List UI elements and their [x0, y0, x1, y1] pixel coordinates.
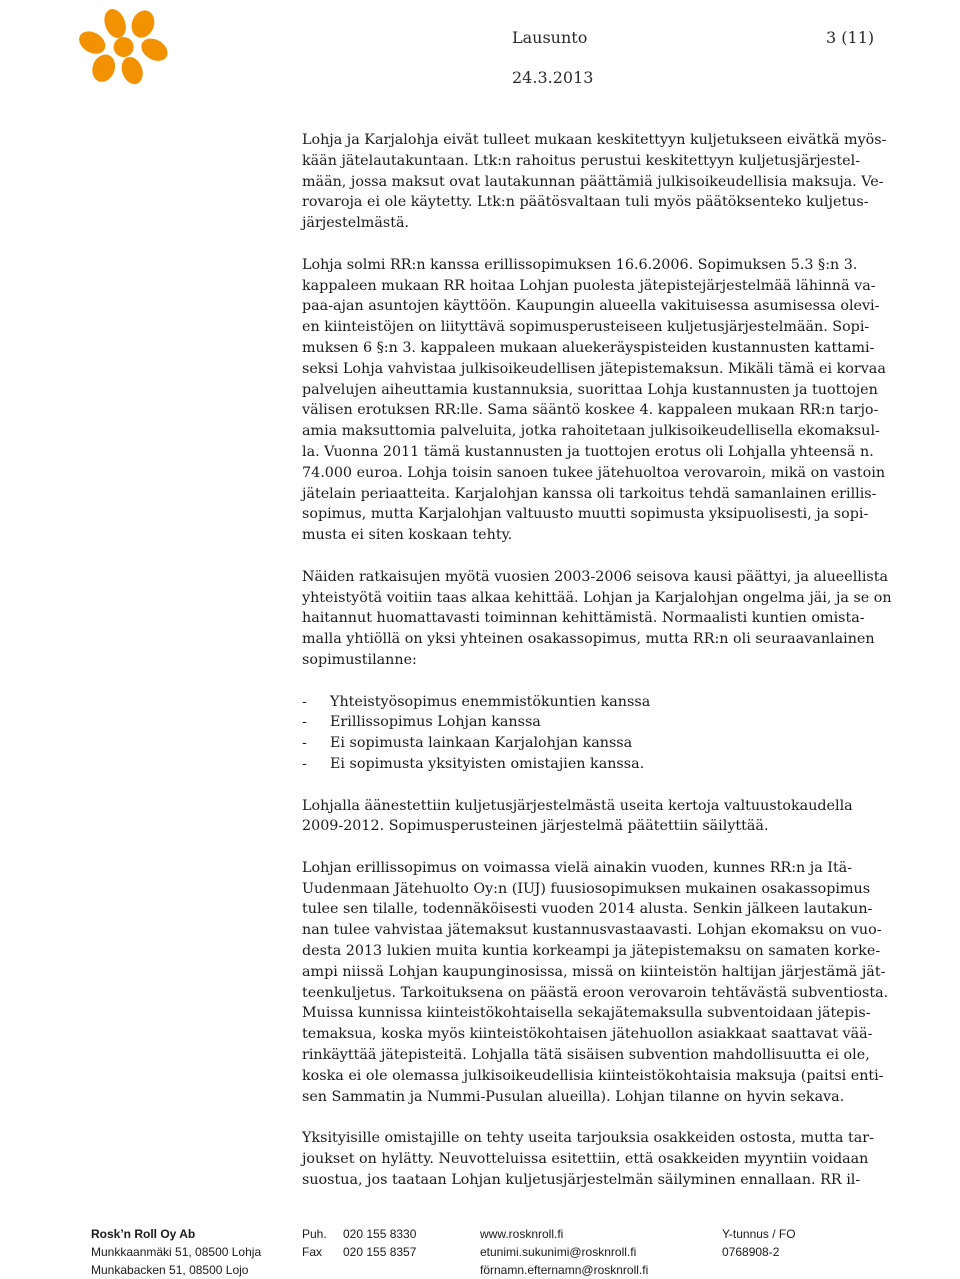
- fax-label: Fax: [302, 1245, 323, 1259]
- website-link[interactable]: www.rosknroll.fi: [480, 1227, 564, 1241]
- vat-label: Y-tunnus / FO: [722, 1227, 796, 1241]
- text-line: rinkäyttää jätepisteitä. Lohjalla tätä sisäisen subvention mahdollisuutta ei ole,: [302, 1047, 870, 1064]
- text-line: la. Vuonna 2011 tämä kustannusten ja tuottojen erotus oli Lohjalla yhteensä n.: [302, 443, 874, 460]
- email-link-fi[interactable]: etunimi.sukunimi@rosknroll.fi: [480, 1245, 637, 1259]
- text-line: jätelain periaatteita. Karjalohjan kanssa oli tarkoitus tehdä samanlainen erillis-: [302, 485, 877, 502]
- company-address-sv: Munkabacken 51, 08500 Lojo: [91, 1263, 249, 1277]
- text-line: sen Sammatin ja Nummi-Pusulan alueilla). Lohjan tilanne on hyvin sekava.: [302, 1088, 845, 1105]
- text-line: koska ei ole olemassa julkisoikeudellisia kiinteistökohtaisia maksuja (paitsi enti-: [302, 1067, 884, 1084]
- footer-vat: [722, 1225, 796, 1261]
- text-line: haitannut huomattavasti toiminnan kehittämistä. Normaalisti kuntien omista-: [302, 610, 865, 627]
- text-line: sopimus, mutta Karjalohjan valtuusto muutti sopimusta yksipuolisesti, ja sopi-: [302, 506, 869, 523]
- text-line: suostua, jos taataan Lohjan kuljetusjärjestelmän säilyminen ennallaan. RR il-: [302, 1171, 861, 1188]
- text-line: Lohja ja Karjalohja eivät tulleet mukaan keskitettyyn kuljetukseen eivätkä myös-: [302, 132, 887, 148]
- text-line: sopimustilanne:: [302, 651, 417, 668]
- vat-number: 0768908-2: [722, 1245, 780, 1259]
- page-number: 3 (11): [826, 28, 875, 47]
- body-paragraph: [302, 796, 912, 838]
- phone-number: 020 155 8330: [343, 1227, 417, 1241]
- body-paragraph: [302, 255, 912, 546]
- text-line: Lohjalla äänestettiin kuljetusjärjestelmästä useita kertoja valtuustokaudella: [302, 797, 853, 814]
- text-line: paa-ajan asuntojen käyttöön. Kaupungin alueella vakituisessa asumisessa olevi-: [302, 298, 880, 315]
- text-line: amia maksuttomia palveluita, jotka rahoitetaan julkisoikeudellisella ekomaksul-: [302, 423, 880, 440]
- text-line: kappaleen mukaan RR hoitaa Lohjan puolesta jätepistejärjestelmää lähinnä va-: [302, 277, 876, 294]
- document-body: [302, 130, 912, 1211]
- email-link-sv[interactable]: förnamn.efternamn@rosknroll.fi: [480, 1263, 649, 1277]
- text-line: malla yhtiöllä on yksi yhteinen osakassopimus, mutta RR:n oli seuraavanlainen: [302, 631, 875, 648]
- text-line: muksen 6 §:n 3. kappaleen mukaan aluekeräyspisteiden kustannusten kattami-: [302, 339, 875, 356]
- agreement-list: [302, 692, 912, 775]
- fax-number: 020 155 8357: [343, 1245, 417, 1259]
- list-item-text: Erillissopimus Lohjan kanssa: [330, 714, 541, 731]
- body-paragraph: [302, 1128, 912, 1190]
- text-line: tulee sen tilalle, todennäköisesti vuoden 2014 alusta. Senkin jälkeen lautakun-: [302, 901, 873, 918]
- text-line: desta 2013 lukien muita kuntia korkeampi ja jätepistemaksu on samaten korke-: [302, 943, 881, 960]
- company-address-fi: Munkkaanmäki 51, 08500 Lohja: [91, 1245, 262, 1259]
- text-line: seksi Lohja vahvistaa julkisoikeudellisen jätepistemaksun. Mikäli tämä ei korvaa: [302, 360, 886, 377]
- company-name: Rosk’n Roll Oy Ab: [91, 1227, 196, 1241]
- footer-phone-labels: [302, 1225, 327, 1261]
- phone-label: Puh.: [302, 1227, 327, 1241]
- text-line: Lohjan erillissopimus on voimassa vielä ainakin vuoden, kunnes RR:n ja Itä-: [302, 859, 853, 876]
- text-line: temaksua, koska myös kiinteistökohtaisen jätehuollon asiakkaat saattavat vää-: [302, 1026, 873, 1043]
- text-line: järjestelmästä.: [302, 215, 410, 232]
- text-line: rovaroja ei ole käytetty. Ltk:n päätösvaltaan tuli myös päätöksenteko kuljetus-: [302, 194, 869, 211]
- body-paragraph: [302, 130, 912, 234]
- text-line: Uudenmaan Jätehuolto Oy:n (IUJ) fuusiosopimuksen mukainen osakassopimus: [302, 880, 871, 897]
- company-logo: [78, 8, 170, 86]
- list-item-text: Ei sopimusta yksityisten omistajien kanssa.: [330, 755, 645, 772]
- text-line: palvelujen aiheuttamia kustannuksia, suorittaa Lohja kustannusten ja tuottojen: [302, 381, 878, 398]
- list-item: - Yhteistyösopimus enemmistökuntien kanssa: [302, 692, 912, 713]
- text-line: joukset on hylätty. Neuvotteluissa esitettiin, että osakkeiden myyntiin voidaan: [302, 1151, 869, 1168]
- list-item-text: Yhteistyösopimus enemmistökuntien kanssa: [330, 693, 651, 710]
- text-line: 2009-2012. Sopimusperusteinen järjestelmä päätettiin säilyttää.: [302, 818, 769, 835]
- body-paragraph: [302, 567, 912, 671]
- document-date: 24.3.2013: [512, 68, 594, 87]
- text-line: Muissa kunnissa kiinteistökohtaisella sekajätemaksulla subventoidaan jätepis-: [302, 1005, 871, 1022]
- text-line: 74.000 euroa. Lohja toisin sanoen tukee jätehuoltoa verovaroin, mikä on vastoin: [302, 464, 886, 481]
- text-line: teenkuljetus. Tarkoituksena on päästä eroon verovaroin tehtävästä subventiosta.: [302, 984, 889, 1001]
- list-item-text: Ei sopimusta lainkaan Karjalohjan kanssa: [330, 735, 633, 752]
- text-line: ampi niissä Lohjan kaupunginosissa, missä on kiinteistön haltijan järjestämä jät-: [302, 963, 886, 980]
- text-line: nan tulee vahvistaa jätemaksut kustannusvastaavasti. Lohjan ekomaksu on vuo-: [302, 922, 882, 939]
- list-item: - Erillissopimus Lohjan kanssa: [302, 712, 912, 733]
- text-line: en kiinteistöjen on liityttävä sopimusperusteiseen kuljetusjärjestelmään. Sopi-: [302, 319, 870, 336]
- text-line: välisen erotuksen RR:lle. Sama sääntö koskee 4. kappaleen mukaan RR:n tarjo-: [302, 402, 879, 419]
- text-line: musta ei siten koskaan tehty.: [302, 527, 513, 544]
- list-item: - Ei sopimusta lainkaan Karjalohjan kanssa: [302, 733, 912, 754]
- document-type: Lausunto: [512, 28, 588, 47]
- text-line: yhteistyötä voitiin taas alkaa kehittää. Lohjan ja Karjalohjan ongelma jäi, ja se on: [302, 589, 892, 606]
- text-line: Näiden ratkaisujen myötä vuosien 2003-2006 seisova kausi päättyi, ja alueellista: [302, 568, 889, 585]
- body-paragraph: [302, 858, 912, 1108]
- footer-phones: [343, 1225, 416, 1261]
- list-item: - Ei sopimusta yksityisten omistajien kanssa.: [302, 754, 912, 775]
- text-line: Yksityisille omistajille on tehty useita tarjouksia osakkeiden ostosta, mutta tar-: [302, 1130, 874, 1147]
- text-line: Lohja solmi RR:n kanssa erillissopimuksen 16.6.2006. Sopimuksen 5.3 §:n 3.: [302, 256, 858, 273]
- text-line: kään jätelautakuntaan. Ltk:n rahoitus perustui keskitettyyn kuljetusjärjestel-: [302, 152, 861, 169]
- text-line: mään, jossa maksut ovat lautakunnan päättämiä julkisoikeudellisia maksuja. Ve-: [302, 173, 884, 190]
